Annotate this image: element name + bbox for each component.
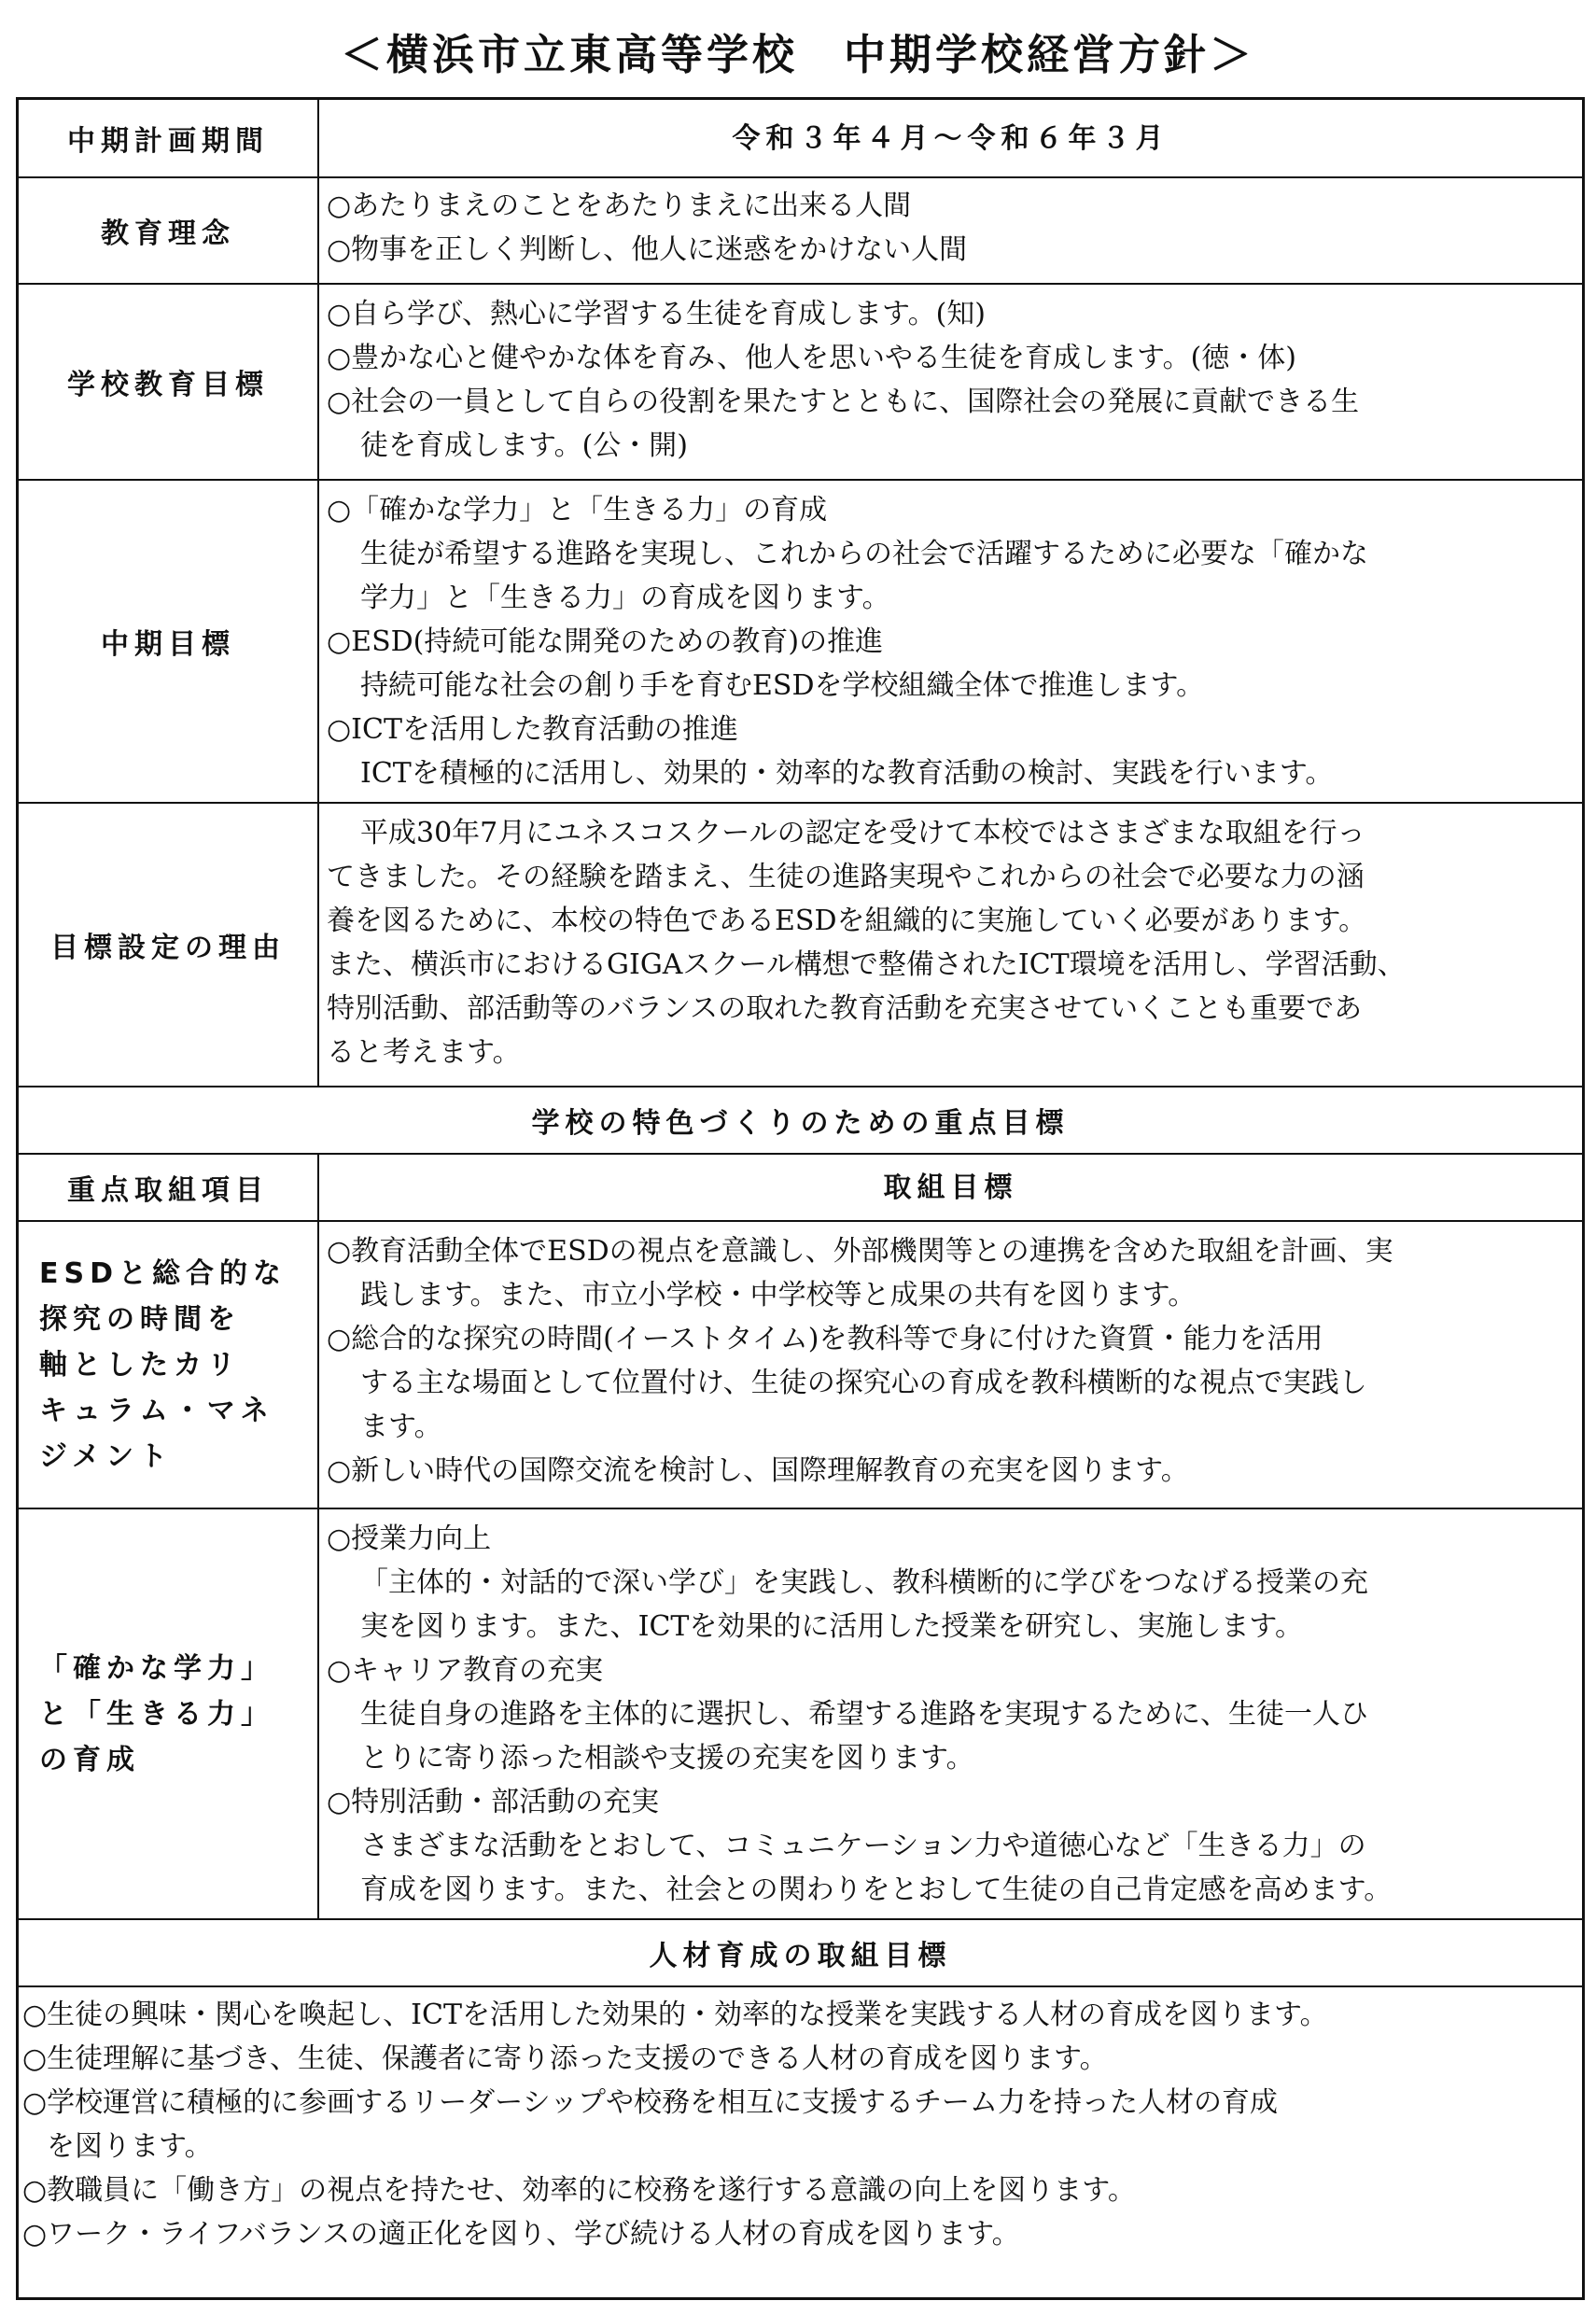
- text-line: する主な場面として位置付け、生徒の探究心の育成を教科横断的な視点で実践し: [360, 1367, 1367, 1399]
- text-line: ○キャリア教育の充実: [327, 1654, 604, 1687]
- ability-label: 「確かな学力」 と「生きる力」 の育成: [19, 1509, 319, 1918]
- text-line: 養を図るために、本校の特色であるESDを組織的に実施していく必要があります。: [327, 905, 1367, 937]
- text-line: 徒を育成します。(公・開): [360, 429, 689, 462]
- text-line: ○授業力向上: [327, 1522, 492, 1555]
- philosophy-text: [319, 178, 1582, 283]
- text-line: 践します。また、市立小学校・中学校等と成果の共有を図ります。: [360, 1279, 1197, 1312]
- text-line: ○教育活動全体でESDの視点を意識し、外部機関等との連携を含めた取組を計画、実: [327, 1235, 1393, 1268]
- priority-target-header: 取組目標: [883, 1171, 1018, 1204]
- text-line: 生徒が希望する進路を実現し、これからの社会で活躍するために必要な「確かな: [360, 538, 1368, 570]
- text-line: 持続可能な社会の創り手を育むESDを学校組織全体で推進します。: [360, 669, 1205, 702]
- text-line: また、横浜市におけるGIGAスクール構想で整備されたICT環境を活用し、学習活動、: [327, 948, 1406, 981]
- midterm-goals-label: 中期目標: [19, 481, 319, 802]
- period-value: 令和３年４月～令和６年３月: [732, 121, 1169, 155]
- row-reason: [19, 804, 1582, 1087]
- text-line: ○特別活動・部活動の充実: [327, 1786, 660, 1818]
- row-priority-header: [19, 1087, 1582, 1155]
- esd-text: [319, 1222, 1582, 1508]
- text-line: ICTを積極的に活用し、効果的・効率的な教育活動の検討、実践を行います。: [360, 757, 1334, 790]
- ability-text: [319, 1509, 1582, 1918]
- philosophy-label: 教育理念: [19, 178, 319, 283]
- text-line: 学力」と「生きる力」の育成を図ります。: [360, 582, 890, 614]
- school-goals-text: [319, 285, 1582, 479]
- text-line: ○社会の一員として自らの役割を果たすとともに、国際社会の発展に貢献できる生: [327, 386, 1360, 418]
- policy-table: [16, 97, 1585, 2300]
- text-line: ○ICTを活用した教育活動の推進: [327, 713, 738, 746]
- text-line: 特別活動、部活動等のバランスの取れた教育活動を充実させていくことも重要であ: [327, 992, 1363, 1025]
- text-line: ○生徒の興味・関心を喚起し、ICTを活用した効果的・効率的な授業を実践する人材の育成を図ります。: [22, 1999, 1328, 2031]
- row-hr-header: [19, 1920, 1582, 1987]
- text-line: てきました。その経験を踏まえ、生徒の進路実現やこれからの社会で必要な力の涵: [327, 861, 1365, 893]
- priority-header: 学校の特色づくりのための重点目標: [531, 1107, 1070, 1140]
- reason-label: 目標設定の理由: [19, 804, 319, 1086]
- text-line: ○物事を正しく判断し、他人に迷惑をかけない人間: [327, 233, 968, 266]
- text-line: ○ワーク・ライフバランスの適正化を図り、学び続ける人材の育成を図ります。: [22, 2218, 1020, 2251]
- text-line: ○あたりまえのことをあたりまえに出来る人間: [327, 189, 912, 222]
- row-ability: [19, 1509, 1582, 1920]
- text-line: 「主体的・対話的で深い学び」を実践し、教科横断的に学びをつなげる授業の充: [360, 1566, 1368, 1599]
- text-line: ます。: [360, 1410, 442, 1443]
- row-hr-body: [19, 1987, 1582, 2297]
- row-school-goals: [19, 285, 1582, 481]
- row-period: [19, 100, 1582, 178]
- school-goals-label: 学校教育目標: [19, 285, 319, 479]
- row-midterm-goals: [19, 481, 1582, 804]
- text-line: ○教職員に「働き方」の視点を持たせ、効率的に校務を遂行する意識の向上を図ります。: [22, 2174, 1136, 2207]
- text-line: ○学校運営に積極的に参画するリーダーシップや校務を相互に支援するチーム力を持った人材の育成: [22, 2086, 1278, 2119]
- text-line: を図ります。: [47, 2130, 213, 2163]
- period-label: 中期計画期間: [19, 100, 319, 176]
- text-line: 生徒自身の進路を主体的に選択し、希望する進路を実現するために、生徒一人ひ: [360, 1698, 1368, 1731]
- row-esd: [19, 1222, 1582, 1509]
- text-line: 平成30年7月にユネスコスクールの認定を受けて本校ではさまざまな取組を行っ: [360, 817, 1365, 849]
- text-line: とりに寄り添った相談や支援の充実を図ります。: [360, 1742, 974, 1775]
- text-line: 実を図ります。また、ICTを効果的に活用した授業を研究し、実施します。: [360, 1610, 1304, 1643]
- page-title: ＜横浜市立東高等学校 中期学校経営方針＞: [340, 30, 1255, 79]
- text-line: ○自ら学び、熱心に学習する生徒を育成します。(知): [327, 298, 986, 330]
- esd-label: ESDと総合的な 探究の時間を 軸としたカリ キュラム・マネ ジメント: [19, 1222, 319, 1508]
- text-line: ○新しい時代の国際交流を検討し、国際理解教育の充実を図ります。: [327, 1454, 1189, 1487]
- row-priority-columns: [19, 1155, 1582, 1222]
- hr-header: 人材育成の取組目標: [649, 1940, 952, 1972]
- reason-text: [319, 804, 1582, 1086]
- midterm-goals-text: [319, 481, 1582, 802]
- row-philosophy: [19, 178, 1582, 285]
- text-line: ○豊かな心と健やかな体を育み、他人を思いやる生徒を育成します。(徳・体): [327, 342, 1296, 374]
- text-line: 育成を図ります。また、社会との関わりをとおして生徒の自己肯定感を高めます。: [360, 1873, 1393, 1906]
- text-line: ると考えます。: [327, 1036, 521, 1069]
- text-line: さまざまな活動をとおして、コミュニケーション力や道徳心など「生きる力」の: [360, 1830, 1366, 1862]
- hr-text: [19, 1987, 1582, 2256]
- text-line: ○ESD(持続可能な開発のための教育)の推進: [327, 625, 884, 658]
- text-line: ○総合的な探究の時間(イーストタイム)を教科等で身に付けた資質・能力を活用: [327, 1323, 1323, 1355]
- text-line: ○「確かな学力」と「生きる力」の育成: [327, 494, 828, 526]
- priority-item-header: 重点取組項目: [19, 1155, 319, 1220]
- text-line: ○生徒理解に基づき、生徒、保護者に寄り添った支援のできる人材の育成を図ります。: [22, 2042, 1108, 2075]
